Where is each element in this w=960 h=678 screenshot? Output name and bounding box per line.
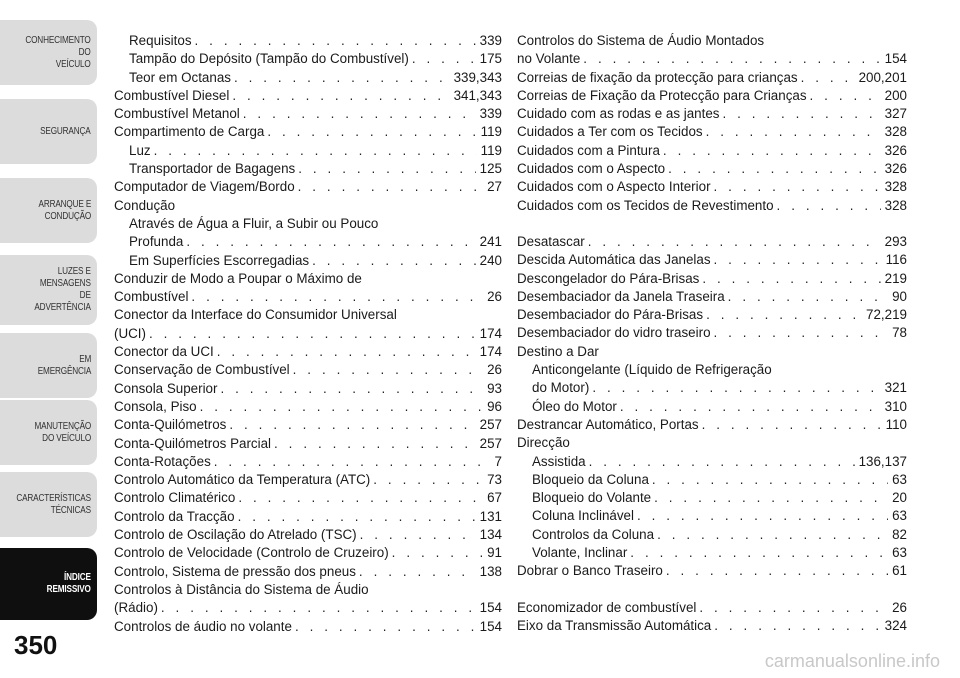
entry-page[interactable]: 219	[884, 270, 907, 286]
index-entry	[114, 361, 502, 379]
entry-page[interactable]: 154	[479, 618, 502, 634]
dot-leader	[238, 508, 476, 526]
entry-term: Conta-Rotações	[114, 453, 211, 469]
index-heading: Conduzir de Modo a Poupar o Máximo de	[114, 270, 362, 286]
dot-leader	[412, 50, 476, 68]
index-entry	[114, 160, 502, 178]
entry-page[interactable]: 326	[884, 161, 907, 177]
entry-term: Destrancar Automático, Portas	[517, 416, 699, 432]
entry-page[interactable]: 240	[479, 252, 502, 268]
section-tabs	[0, 0, 97, 678]
dot-leader	[714, 324, 889, 342]
index-gap	[517, 581, 907, 599]
entry-page[interactable]: 119	[480, 124, 502, 140]
index-entry	[114, 288, 502, 306]
index-heading: Destino a Dar	[517, 343, 599, 359]
entry-term: Assistida	[532, 453, 586, 469]
dot-leader	[232, 87, 449, 105]
entry-page[interactable]: 200,201	[858, 69, 907, 85]
entry-term: Descongelador do Pára-Brisas	[517, 270, 700, 286]
entry-page[interactable]: 7	[494, 453, 502, 469]
entry-term: Cuidados a Ter com os Tecidos	[517, 124, 703, 140]
entry-term: Cuidados com a Pintura	[517, 142, 660, 158]
tab-arranque-e-conducao[interactable]	[0, 178, 97, 243]
dot-leader	[620, 398, 881, 416]
entry-page[interactable]: 116	[885, 252, 907, 268]
entry-page[interactable]: 339	[479, 106, 502, 122]
dot-leader	[195, 32, 476, 50]
entry-page[interactable]: 257	[479, 435, 502, 451]
entry-term: Dobrar o Banco Traseiro	[517, 563, 663, 579]
watermark: carmanualsonline.info	[764, 651, 940, 671]
dot-leader	[392, 544, 483, 562]
entry-page[interactable]: 63	[892, 508, 907, 524]
entry-page[interactable]: 26	[892, 599, 907, 615]
dot-leader	[666, 562, 888, 580]
entry-term: Conta-Quilómetros Parcial	[114, 435, 272, 451]
index-heading: Controlos à Distância do Sistema de Áudio	[114, 581, 369, 597]
index-entry	[114, 233, 502, 251]
entry-page[interactable]: 96	[487, 398, 502, 414]
dot-leader	[728, 288, 888, 306]
tab-label: MANUTENÇÃO DO VEÍCULO	[34, 420, 91, 444]
entry-page[interactable]: 91	[487, 545, 502, 561]
tab-label: ARRANQUE E CONDUÇÃO	[38, 198, 91, 222]
entry-page[interactable]: 154	[884, 51, 907, 67]
dot-leader	[312, 252, 476, 270]
dot-leader	[589, 453, 855, 471]
dot-leader	[154, 142, 477, 160]
entry-term: Cuidados com os Tecidos de Revestimento	[517, 197, 774, 213]
entry-term: Computador de Viagem/Bordo	[114, 179, 295, 195]
dot-leader	[214, 453, 491, 471]
dot-leader	[801, 69, 855, 87]
dot-leader	[359, 563, 476, 581]
index-entry	[517, 306, 907, 324]
dot-leader	[360, 526, 476, 544]
index-entry	[517, 453, 907, 471]
index-entry	[114, 87, 502, 105]
index-heading: Através de Água a Fluir, a Subir ou Pouco	[129, 215, 379, 231]
index-entry	[517, 142, 907, 160]
index-entry	[517, 123, 907, 141]
entry-term: Desembaciador do vidro traseiro	[517, 325, 711, 341]
dot-leader	[161, 599, 476, 617]
dot-leader	[663, 142, 881, 160]
entry-page[interactable]: 27	[487, 179, 502, 195]
entry-page[interactable]: 134	[479, 527, 502, 543]
entry-page[interactable]: 328	[884, 179, 907, 195]
entry-page[interactable]: 321	[884, 380, 907, 396]
index-entry	[517, 197, 907, 215]
dot-leader	[714, 251, 882, 269]
entry-term: Conta-Quilómetros	[114, 417, 227, 433]
index-entry	[114, 416, 502, 434]
entry-page[interactable]: 67	[487, 490, 502, 506]
index-column-left	[114, 32, 502, 636]
entry-term: Descida Automática das Janelas	[517, 252, 711, 268]
entry-page[interactable]: 174	[479, 325, 502, 341]
entry-term: Transportador de Bagagens	[129, 161, 296, 177]
entry-page[interactable]: 72,219	[866, 307, 907, 323]
tab-seguranca[interactable]	[0, 99, 97, 164]
entry-term: Desembaciador do Pára-Brisas	[517, 307, 704, 323]
index-entry	[114, 563, 502, 581]
index-entry	[114, 453, 502, 471]
entry-term: Controlo de Velocidade (Controlo de Cruzeiro)	[114, 545, 389, 561]
index-entry	[114, 69, 502, 87]
entry-term: Conector da UCI	[114, 344, 214, 360]
index-entry	[114, 142, 502, 160]
entry-term: Desembaciador da Janela Traseira	[517, 288, 725, 304]
entry-term: Compartimento de Carga	[114, 124, 265, 140]
entry-term: Em Superfícies Escorregadias	[129, 252, 310, 268]
dot-leader	[295, 618, 476, 636]
entry-page[interactable]: 93	[487, 380, 502, 396]
entry-term: Controlos da Coluna	[532, 526, 655, 542]
entry-term: no Volante	[517, 51, 581, 67]
dot-leader	[298, 160, 475, 178]
dot-leader	[220, 380, 483, 398]
entry-page[interactable]: 119	[480, 142, 502, 158]
entry-term: Correias de fixação da protecção para crianças	[517, 69, 798, 85]
dot-leader	[630, 544, 888, 562]
entry-term: (UCI)	[114, 325, 146, 341]
entry-term: Consola Superior	[114, 380, 218, 396]
index-entry	[517, 288, 907, 306]
entry-page[interactable]: 327	[884, 106, 907, 122]
entry-term: Correias de Fixação da Protecção para Crianças	[517, 87, 807, 103]
index-entry	[114, 325, 502, 343]
entry-term: Cuidados com o Aspecto	[517, 161, 666, 177]
entry-page[interactable]: 200	[884, 87, 907, 103]
dot-leader	[777, 197, 881, 215]
entry-term: Conservação de Combustível	[114, 362, 290, 378]
dot-leader	[234, 69, 450, 87]
index-entry	[114, 105, 502, 123]
index-entry	[114, 178, 502, 196]
dot-leader	[217, 343, 476, 361]
index-entry	[114, 380, 502, 398]
index-entry	[114, 618, 502, 636]
dot-leader	[373, 471, 483, 489]
index-entry	[517, 416, 907, 434]
entry-term: Óleo do Motor	[532, 398, 617, 414]
dot-leader	[699, 599, 888, 617]
index-entry	[517, 178, 907, 196]
tab-em-emergencia[interactable]	[0, 333, 97, 398]
dot-leader	[588, 233, 881, 251]
dot-leader	[592, 379, 880, 397]
entry-page[interactable]: 73	[487, 472, 502, 488]
dot-leader	[243, 105, 476, 123]
entry-term: Teor em Octanas	[129, 69, 231, 85]
index-entry	[517, 50, 907, 68]
index-heading: Condução	[114, 197, 176, 213]
dot-leader	[668, 160, 881, 178]
entry-term: Combustível	[114, 289, 189, 305]
entry-page[interactable]: 339,343	[453, 69, 502, 85]
entry-term: Combustível Diesel	[114, 87, 230, 103]
entry-term: Luz	[129, 142, 151, 158]
dot-leader	[810, 87, 881, 105]
tab-label: SEGURANÇA	[40, 125, 91, 137]
page-number: 350	[14, 630, 58, 660]
entry-term: Controlo de Oscilação do Atrelado (TSC)	[114, 527, 357, 543]
entry-page[interactable]: 125	[479, 161, 502, 177]
entry-page[interactable]: 20	[892, 490, 907, 506]
entry-page[interactable]: 63	[892, 545, 907, 561]
index-entry	[114, 123, 502, 141]
entry-term: Controlo Climatérico	[114, 490, 236, 506]
index-entry	[517, 87, 907, 105]
index-entry	[517, 270, 907, 288]
entry-page[interactable]: 341,343	[453, 87, 502, 103]
index-entry	[114, 435, 502, 453]
dot-leader	[191, 288, 483, 306]
tab-caracteristicas-tecnicas[interactable]	[0, 472, 97, 537]
entry-term: Tampão do Depósito (Tampão do Combustível)	[129, 51, 409, 67]
entry-term: Requisitos	[129, 33, 192, 48]
entry-page[interactable]: 131	[479, 508, 502, 524]
dot-leader	[298, 178, 483, 196]
entry-term: Cuidado com as rodas e as jantes	[517, 106, 720, 122]
entry-term: do Motor)	[532, 380, 590, 396]
entry-term: Eixo da Transmissão Automática	[517, 617, 712, 633]
index-heading: Controlos do Sistema de Áudio Montados	[517, 33, 765, 48]
entry-term: Desatascar	[517, 233, 585, 249]
index-entry	[114, 508, 502, 526]
index-entry	[114, 489, 502, 507]
dot-leader	[637, 507, 888, 525]
entry-page[interactable]: 324	[884, 617, 907, 633]
entry-page[interactable]: 328	[884, 124, 907, 140]
entry-term: Controlo Automático da Temperatura (ATC)	[114, 472, 371, 488]
entry-term: Bloqueio do Volante	[532, 490, 652, 506]
dot-leader	[652, 471, 888, 489]
entry-page[interactable]: 26	[487, 289, 502, 305]
entry-page[interactable]: 26	[487, 362, 502, 378]
entry-page[interactable]: 136,137	[858, 453, 907, 469]
index-entry	[114, 343, 502, 361]
dot-leader	[229, 416, 475, 434]
tab-manutencao-do-veiculo[interactable]	[0, 400, 97, 465]
index-entry	[517, 507, 907, 525]
tab-label: EM EMERGÊNCIA	[37, 353, 91, 377]
index-entry	[517, 233, 907, 251]
dot-leader	[186, 233, 475, 251]
index-entry	[517, 398, 907, 416]
dot-leader	[293, 361, 483, 379]
entry-page[interactable]: 293	[884, 233, 907, 249]
entry-term: Consola, Piso	[114, 398, 197, 414]
index-entry	[517, 471, 907, 489]
entry-term: Controlo, Sistema de pressão dos pneus	[114, 563, 356, 579]
index-entry	[517, 379, 907, 397]
entry-term: (Rádio)	[114, 600, 158, 616]
entry-term: Combustível Metanol	[114, 106, 240, 122]
dot-leader	[702, 270, 880, 288]
dot-leader	[583, 50, 880, 68]
entry-page[interactable]: 61	[892, 563, 907, 579]
entry-page[interactable]: 328	[884, 197, 907, 213]
entry-page[interactable]: 241	[479, 234, 502, 250]
tab-luzes-e-mensagens[interactable]	[0, 255, 97, 325]
dot-leader	[238, 489, 483, 507]
entry-term: Volante, Inclinar	[532, 545, 628, 561]
index-entry	[517, 105, 907, 123]
entry-page[interactable]: 82	[892, 526, 907, 542]
index-entry	[517, 251, 907, 269]
entry-page[interactable]: 339	[479, 33, 502, 48]
index-entry	[517, 324, 907, 342]
dot-leader	[654, 489, 888, 507]
tab-label: ÍNDICE REMISSIVO	[46, 572, 91, 595]
entry-term: Profunda	[129, 234, 184, 250]
entry-page[interactable]: 154	[479, 600, 502, 616]
dot-leader	[200, 398, 483, 416]
index-entry	[114, 471, 502, 489]
dot-leader	[274, 435, 476, 453]
index-entry	[517, 617, 907, 635]
entry-page[interactable]: 63	[892, 471, 907, 487]
index-entry	[517, 599, 907, 617]
tab-conhecimento-do-veiculo[interactable]	[0, 20, 97, 85]
index-entry	[517, 544, 907, 562]
index-gap	[517, 215, 907, 233]
index-entry	[114, 526, 502, 544]
tab-label: CARACTERÍSTICAS TÉCNICAS	[16, 492, 91, 516]
entry-page[interactable]: 175	[479, 51, 502, 67]
index-entry	[114, 398, 502, 416]
entry-page[interactable]: 138	[479, 563, 502, 579]
dot-leader	[267, 123, 476, 141]
dot-leader	[714, 178, 881, 196]
index-entry	[114, 50, 502, 68]
index-column-right	[517, 32, 907, 635]
index-entry	[517, 160, 907, 178]
entry-page[interactable]: 110	[885, 416, 907, 432]
index-entry	[517, 489, 907, 507]
entry-term: Controlos de áudio no volante	[114, 618, 292, 634]
index-entry	[114, 599, 502, 617]
tab-label: LUZES E MENSAGENS DE ADVERTÊNCIA	[34, 266, 91, 313]
index-heading: Conector da Interface do Consumidor Universal	[114, 307, 397, 323]
dot-leader	[149, 325, 476, 343]
entry-page[interactable]: 174	[479, 344, 502, 360]
entry-page[interactable]: 326	[884, 142, 907, 158]
entry-term: Bloqueio da Coluna	[532, 471, 649, 487]
entry-term: Controlo da Tracção	[114, 508, 235, 524]
index-entry	[114, 544, 502, 562]
dot-leader	[657, 526, 888, 544]
entry-term: Economizador de combustível	[517, 599, 697, 615]
index-entry	[517, 526, 907, 544]
tab-label: CONHECIMENTO DO VEÍCULO	[25, 34, 91, 70]
dot-leader	[722, 105, 880, 123]
dot-leader	[702, 416, 882, 434]
index-entry	[114, 252, 502, 270]
entry-term: Coluna Inclinável	[532, 508, 634, 524]
entry-page[interactable]: 310	[884, 398, 907, 414]
entry-page[interactable]: 257	[479, 417, 502, 433]
dot-leader	[706, 123, 881, 141]
entry-term: Cuidados com o Aspecto Interior	[517, 179, 711, 195]
index-entry	[114, 32, 502, 50]
index-heading: Anticongelante (Líquido de Refrigeração	[532, 362, 772, 378]
tab-indice-remissivo[interactable]	[0, 548, 97, 620]
index-entry	[517, 69, 907, 87]
entry-page[interactable]: 78	[892, 325, 907, 341]
index-heading: Direcção	[517, 435, 570, 451]
dot-leader	[706, 306, 862, 324]
dot-leader	[714, 617, 880, 635]
entry-page[interactable]: 90	[892, 288, 907, 304]
index-entry	[517, 562, 907, 580]
